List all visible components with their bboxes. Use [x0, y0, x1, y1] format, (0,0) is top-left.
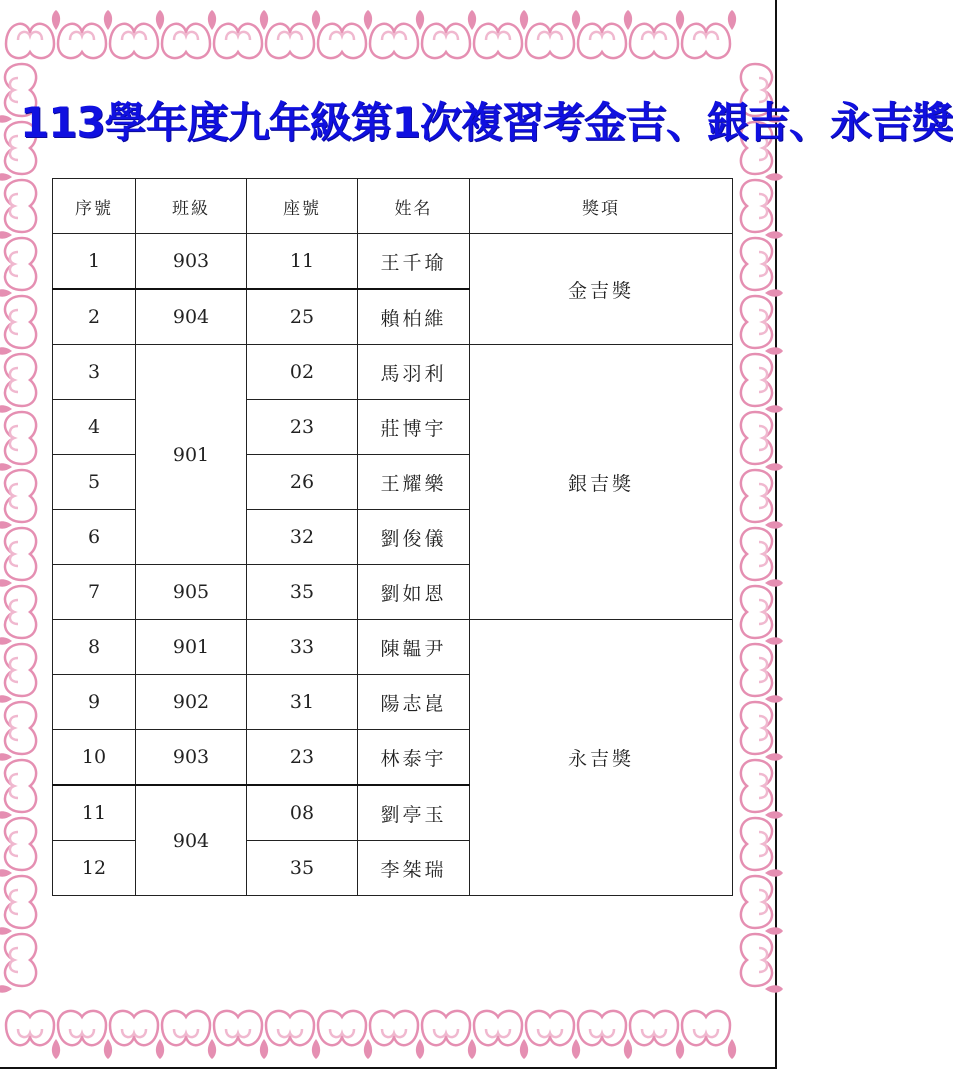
- seat-cell: 25: [247, 289, 358, 345]
- class-cell: 903: [136, 730, 247, 786]
- seat-cell: 02: [247, 345, 358, 400]
- serial-cell: 11: [53, 785, 136, 841]
- award-cell-gold: 金吉獎: [470, 234, 733, 345]
- class-cell: 904: [136, 785, 247, 896]
- seat-cell: 35: [247, 841, 358, 896]
- class-cell: 905: [136, 565, 247, 620]
- name-cell: 劉亭玉: [358, 785, 470, 841]
- class-cell: 903: [136, 234, 247, 290]
- name-cell: 劉如恩: [358, 565, 470, 620]
- class-cell: 904: [136, 289, 247, 345]
- table-row: [53, 620, 733, 675]
- name-cell: 賴柏維: [358, 289, 470, 345]
- header-serial: 序號: [53, 179, 136, 234]
- header-award: 獎項: [470, 179, 733, 234]
- award-cell-eternal: 永吉獎: [470, 620, 733, 896]
- seat-cell: 33: [247, 620, 358, 675]
- serial-cell: 6: [53, 510, 136, 565]
- serial-cell: 10: [53, 730, 136, 786]
- header-class: 班級: [136, 179, 247, 234]
- seat-cell: 08: [247, 785, 358, 841]
- name-cell: 馬羽利: [358, 345, 470, 400]
- name-cell: 林泰宇: [358, 730, 470, 786]
- serial-cell: 5: [53, 455, 136, 510]
- seat-cell: 23: [247, 400, 358, 455]
- class-cell: 902: [136, 675, 247, 730]
- seat-cell: 32: [247, 510, 358, 565]
- serial-cell: 4: [53, 400, 136, 455]
- document-title: 113學年度九年級第1次複習考金吉、銀吉、永吉獎: [20, 98, 953, 147]
- name-cell: 王千瑜: [358, 234, 470, 290]
- name-cell: 王耀樂: [358, 455, 470, 510]
- header-name: 姓名: [358, 179, 470, 234]
- seat-cell: 31: [247, 675, 358, 730]
- class-cell: 901: [136, 620, 247, 675]
- serial-cell: 1: [53, 234, 136, 290]
- award-table: [52, 178, 733, 896]
- name-cell: 陽志崑: [358, 675, 470, 730]
- seat-cell: 11: [247, 234, 358, 290]
- serial-cell: 7: [53, 565, 136, 620]
- table-header-row: [53, 179, 733, 234]
- table-row: [53, 234, 733, 290]
- name-cell: 李桀瑞: [358, 841, 470, 896]
- serial-cell: 9: [53, 675, 136, 730]
- table-row: [53, 345, 733, 400]
- seat-cell: 26: [247, 455, 358, 510]
- name-cell: 劉俊儀: [358, 510, 470, 565]
- award-cell-silver: 銀吉獎: [470, 345, 733, 620]
- seat-cell: 35: [247, 565, 358, 620]
- class-cell: 901: [136, 345, 247, 565]
- serial-cell: 12: [53, 841, 136, 896]
- name-cell: 陳韞尹: [358, 620, 470, 675]
- seat-cell: 23: [247, 730, 358, 786]
- serial-cell: 2: [53, 289, 136, 345]
- serial-cell: 8: [53, 620, 136, 675]
- name-cell: 莊博宇: [358, 400, 470, 455]
- header-seat: 座號: [247, 179, 358, 234]
- serial-cell: 3: [53, 345, 136, 400]
